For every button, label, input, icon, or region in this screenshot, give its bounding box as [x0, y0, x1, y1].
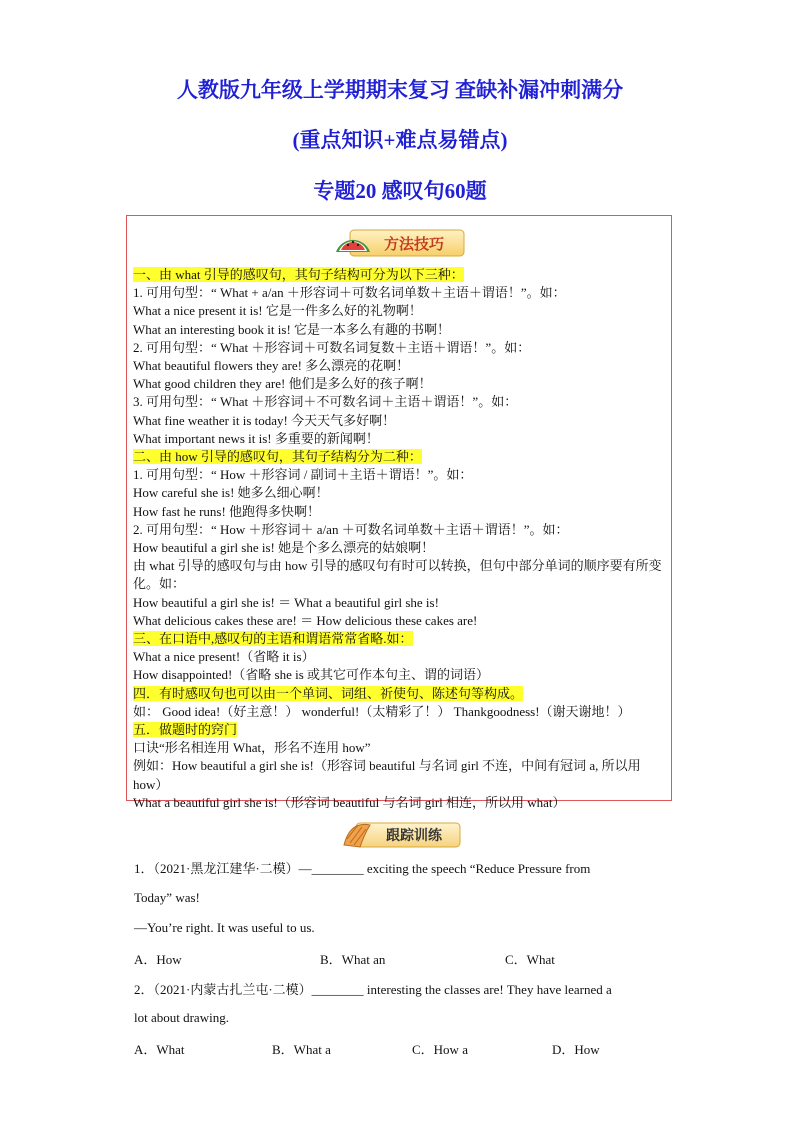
question-2-stem-line2: lot about drawing.	[134, 1010, 229, 1025]
method-line	[133, 484, 669, 502]
question-2-option-c: C．How a	[412, 1042, 468, 1057]
method-line	[133, 557, 669, 593]
method-line	[133, 266, 669, 284]
method-line	[133, 648, 669, 666]
method-line	[133, 739, 669, 757]
method-line-text: What beautiful flowers they are! 多么漂亮的花啊！	[133, 358, 410, 374]
method-line-text: How beautiful a girl she is! ＝ What a beautiful girl she is!	[133, 594, 439, 610]
method-line	[133, 794, 669, 812]
doc-title-line2: (重点知识+难点易错点)	[292, 128, 508, 152]
practice-badge-label: 跟踪训练	[386, 828, 442, 844]
method-line-text: What fine weather it is today! 今天天气多好啊！	[133, 412, 396, 428]
method-line-text: 例如：How beautiful a girl she is!（形容词 beautiful 与名词 girl 不连，中间有冠词 a, 所以用 how）	[133, 758, 641, 792]
method-line	[133, 703, 669, 721]
method-line-text: What delicious cakes these are! ＝ How delicious these cakes are!	[133, 612, 478, 628]
method-line-text: 口诀“形名相连用 What，形名不连用 how”	[133, 740, 371, 756]
section-heading: 一、由 what 引导的感叹句，其句子结构可分为以下三种：	[133, 267, 464, 282]
question-1-option-c: C．What	[505, 952, 555, 967]
method-line	[133, 721, 669, 739]
method-line	[133, 284, 669, 302]
method-line-text: What a beautiful girl she is!（形容词 beautiful 与名词 girl 相连，所以用 what）	[133, 794, 566, 810]
question-2-option-a: A．What	[134, 1042, 185, 1057]
method-line	[133, 685, 669, 703]
question-2-option-d: D．How	[552, 1042, 600, 1057]
doc-title-line1: 人教版九年级上学期期末复习 查缺补漏冲刺满分	[176, 78, 624, 102]
method-badge	[332, 222, 468, 262]
method-line	[133, 393, 669, 411]
method-line-text: 3. 可用句型：“ What ＋形容词＋不可数名词＋主语＋谓语！”。如：	[133, 394, 518, 410]
method-line	[133, 612, 669, 630]
question-1-stem-line3: —You’re right. It was useful to us.	[134, 920, 315, 935]
method-line	[133, 503, 669, 521]
method-line	[133, 321, 669, 339]
method-content	[133, 266, 669, 812]
method-line	[133, 412, 669, 430]
method-line-text: 1. 可用句型：“ How ＋形容词 / 副词＋主语＋谓语！”。如：	[133, 467, 473, 483]
section-heading: 四．有时感叹句也可以由一个单词、词组、祈使句、陈述句等构成。	[133, 685, 524, 701]
section-heading: 三、在口语中,感叹句的主语和谓语常常省略.如：	[133, 631, 413, 647]
section-heading: 五．做题时的窍门	[133, 722, 238, 738]
method-line-text: 2. 可用句型：“ What ＋形容词＋可数名词复数＋主语＋谓语！”。如：	[133, 339, 531, 355]
method-line	[133, 448, 669, 466]
method-line-text: How careful she is! 她多么细心啊！	[133, 485, 329, 501]
method-badge-label: 方法技巧	[383, 235, 445, 253]
method-line-text: 2. 可用句型：“ How ＋形容词＋ a/an ＋可数名词单数＋主语＋谓语！”。如：	[133, 521, 569, 537]
method-line	[133, 630, 669, 648]
method-line-text: 1. 可用句型：“ What + a/an ＋形容词＋可数名词单数＋主语＋谓语！”。如：	[133, 285, 566, 301]
method-line	[133, 594, 669, 612]
method-line	[133, 521, 669, 539]
method-line-text: What a nice present it is! 它是一件多么好的礼物啊！	[133, 303, 422, 319]
doc-title-line3: 专题20 感叹句60题	[313, 179, 487, 203]
method-line	[133, 666, 669, 684]
question-1-stem-line2: Today” was!	[134, 890, 200, 905]
method-line	[133, 539, 669, 557]
method-line-text: What good children they are! 他们是多么好的孩子啊！	[133, 376, 432, 392]
method-line-text: What an interesting book it is! 它是一本多么有趣的书啊！	[133, 321, 451, 337]
question-2-stem-line1: 2．（2021·内蒙古扎兰屯·二模）________ interesting the classes are! They have learned a	[134, 982, 612, 997]
method-line	[133, 375, 669, 393]
question-1-option-b: B．What an	[320, 952, 386, 967]
method-line	[133, 757, 669, 793]
method-line-text: 如： Good idea!（好主意！） wonderful!（太精彩了！） Thankgoodness!（谢天谢地！）	[133, 703, 631, 719]
question-2-option-b: B．What a	[272, 1042, 331, 1057]
method-line	[133, 430, 669, 448]
question-1-stem-line1: 1．（2021·黑龙江建华·二模）—________ exciting the speech “Reduce Pressure from	[134, 861, 591, 876]
method-line-text: 由 what 引导的感叹句与由 how 引导的感叹句有时可以转换，但句中部分单词的顺序要有所变化。如：	[133, 558, 662, 592]
method-line-text: What important news it is! 多重要的新闻啊！	[133, 430, 379, 446]
method-line	[133, 357, 669, 375]
method-line	[133, 302, 669, 320]
method-line-text: How fast he runs! 他跑得多快啊！	[133, 503, 321, 519]
method-line-text: How disappointed!（省略 she is 或其它可作本句主、谓的词语）	[133, 667, 490, 683]
practice-badge	[340, 815, 464, 853]
method-line-text: How beautiful a girl she is! 她是个多么漂亮的姑娘啊！	[133, 540, 435, 556]
method-line	[133, 466, 669, 484]
method-line	[133, 339, 669, 357]
question-1-option-a: A．How	[134, 952, 182, 967]
section-heading: 二、由 how 引导的感叹句，其句子结构分为二种：	[133, 449, 422, 465]
method-line-text: What a nice present!（省略 it is）	[133, 649, 315, 665]
